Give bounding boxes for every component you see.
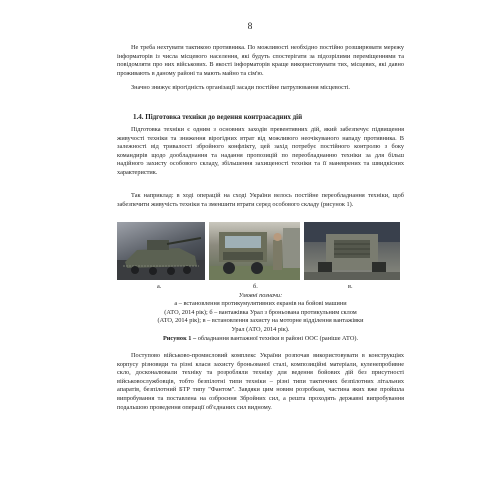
legend-line: Урал (АТО, 2014 рік). bbox=[231, 325, 290, 333]
panel-label-b: б. bbox=[253, 283, 258, 290]
paragraph-patrol: Значно знижує вірогідність організації засади постійне патрулювання місцевості. bbox=[131, 84, 351, 91]
paragraph-industry: Поступово військово-промисловий комплекс України розпочав використовувати в конструкціях корпусу різновиди та різні класи захисту броньованої сталі, композиційні матеріали, куленепробивне скло, досконалювали техніку та розробляли техніку для ведення бойових дій без присутності військовослужбовців, тобто безпілотні типи техніки – різні типи тактичних безпілотних літальних апаратів, безпілотний БТР типу "Фантом". Завдяки цим новим розробкам, частина яких вже пройшла випробування та поставлена на озброєння Збройних сил, а решта проходять державні випробування подальшою проведення операції об'єднаних сил видному. bbox=[117, 352, 404, 411]
figure-caption-label: Рисунок 1 – bbox=[162, 335, 197, 342]
legend-line: (АТО, 2014 рік); в – встановлення захисту на моторне відділення вантажівки bbox=[157, 317, 364, 325]
paragraph-informants: Не треба нехтувати тактикою противника. По можливості необхідно постійно розширювати мережу інформаторів із числа місцевого населення, які будуть спостерігати за підозрілими переміщеннями та повідомляти про них військових. В якості інформаторів краще використовувати тих, місцевих, які давно проживають в даному районі та мають майно та сім'ю. bbox=[117, 44, 404, 77]
engine-protection-image bbox=[304, 222, 400, 280]
figure-caption-text: обладнання вантажної техніки в районі ООС (раніше АТО). bbox=[196, 335, 359, 342]
panel-label-a: а. bbox=[157, 283, 162, 290]
figure-caption bbox=[117, 335, 404, 344]
armored-vehicle-image bbox=[117, 222, 205, 280]
ural-truck-image bbox=[209, 222, 300, 280]
panel-label-c: в. bbox=[348, 283, 353, 290]
figure-legend bbox=[117, 300, 404, 334]
paragraph-equipment-prep: Підготовка техніки є одним з основних заходів превентивних дій, який забезпечує підвищення живучості техніки та зниження вірогідних втрат від можливого неочікуваного нападу противника. В залежності від тривалості збройного конфлікту, цей захід потребує постійного контролю з боку командирів щодо дообладнання та надання пропозицій по переобладнанню техніки за для більш надійного захисту особового складу, збільшення захищеності техніки та її маневрених та швидкісних характеристик. bbox=[117, 126, 404, 176]
legend-title: Умовні позначи: bbox=[238, 292, 283, 299]
page-number: 8 bbox=[247, 22, 253, 32]
photo-engine-protection bbox=[304, 222, 400, 280]
photo-ural-truck bbox=[209, 222, 300, 280]
paragraph-example: Так наприклад: в ході операцій на сході України велось постійне переобладнання техніки, щоб забезпечити живучість техніки та зменшити втрати серед особового складу (рисунок 1). bbox=[117, 192, 404, 208]
photo-armored-vehicle bbox=[117, 222, 205, 280]
section-heading: 1.4. Підготовка техніки до ведення контрзасадних дій bbox=[133, 113, 303, 121]
legend-line: а – встановлення протикумулятивних екранів на бойові машини bbox=[174, 300, 347, 307]
legend-line: (АТО, 2014 рік); б – вантажівка Урал з броньована протикульним склом bbox=[164, 308, 357, 316]
